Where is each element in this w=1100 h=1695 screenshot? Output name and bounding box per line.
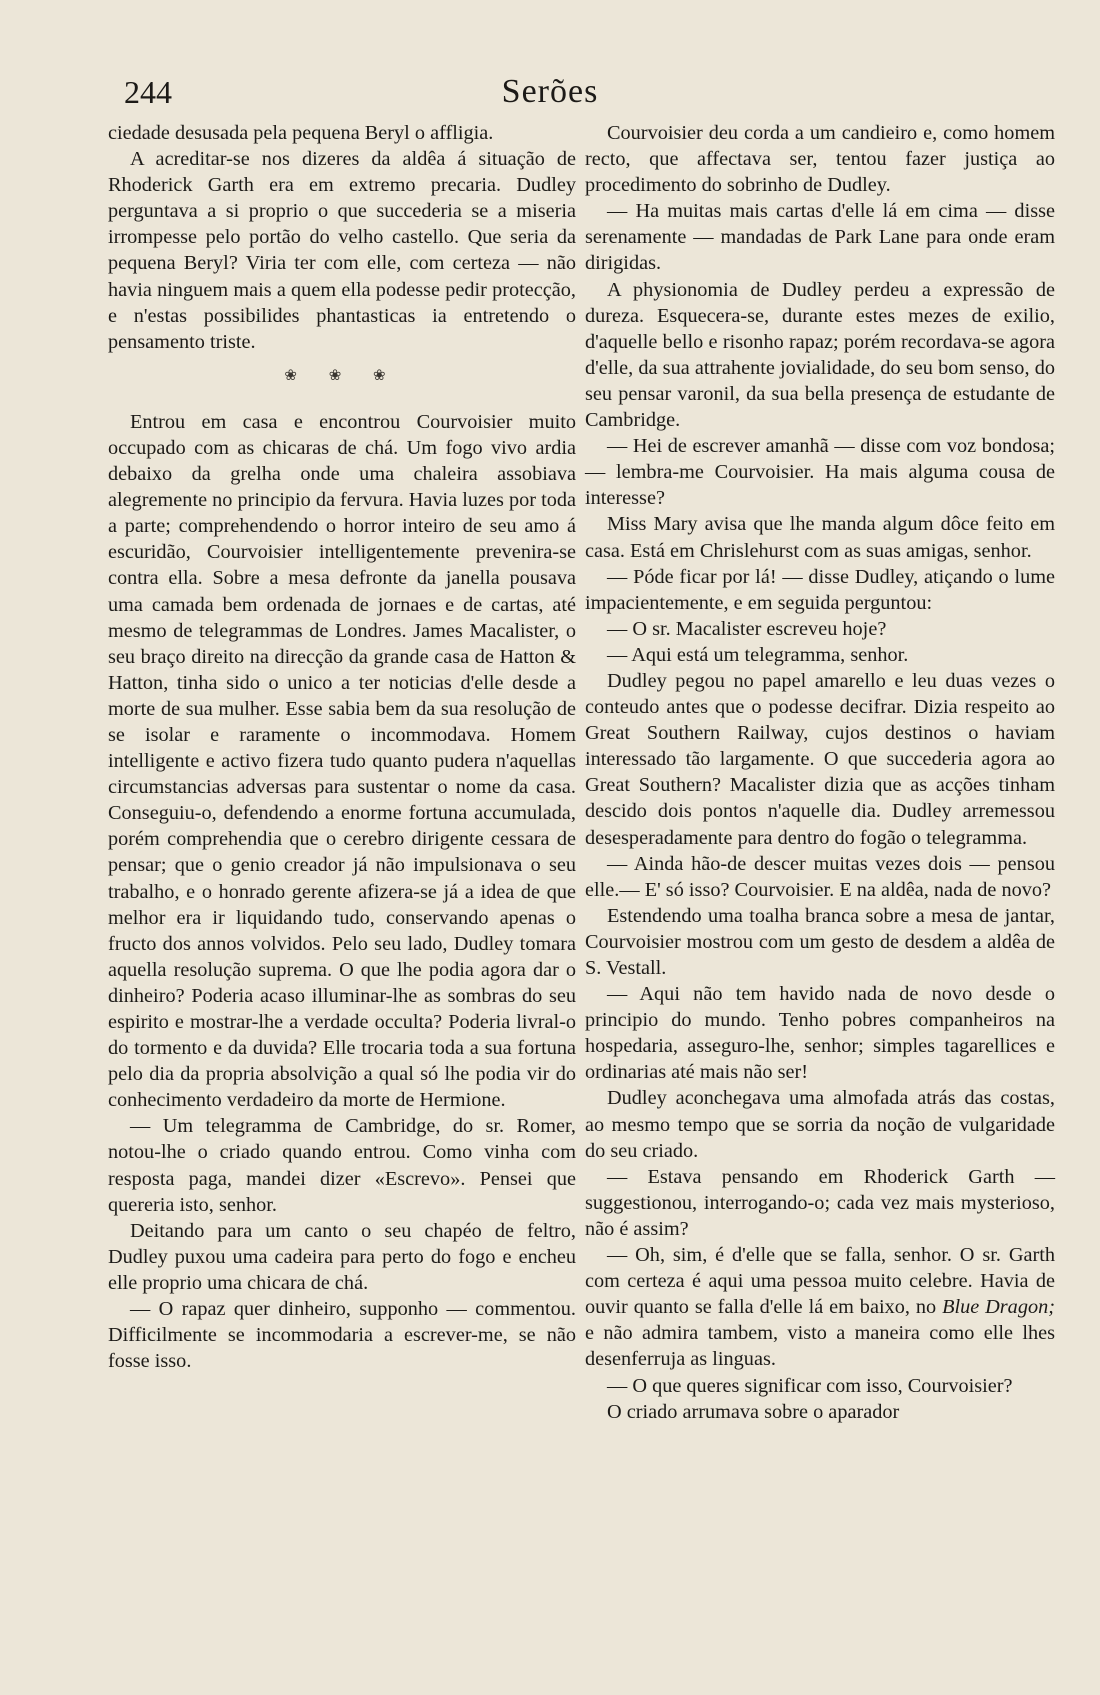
text-run: — Oh, sim, é d'elle que se falla, senhor. O sr. Garth com certeza é aqui uma pessoa muito celebre. Havia de ouvir quanto se falla d'elle lá em baixo, no (585, 1244, 1055, 1319)
paragraph: — O sr. Macalister escreveu hoje? (607, 617, 887, 640)
paragraph: — Aqui não tem havido nada de novo desde o principio do mundo. Tenho pobres companheiros na hospedaria, asseguro-lhe, senhor; simples tagarellices e ordinarias até mais não ser! (585, 983, 1055, 1084)
paragraph: Miss Mary avisa que lhe manda algum dôce feito em casa. Está em Chrislehurst com as suas amigas, senhor. (585, 513, 1055, 562)
left-column (108, 120, 576, 1374)
page-header (0, 72, 1100, 112)
paragraph: — O rapaz quer dinheiro, supponho — commentou. Difficilmente se incommodaria a escrever-me, se não fosse isso. (108, 1298, 576, 1373)
paragraph: O criado arrumava sobre o aparador (607, 1400, 900, 1423)
paragraph: Dudley aconchegava uma almofada atrás das costas, ao mesmo tempo que se sorria da noção de vulgaridade do seu criado. (585, 1087, 1055, 1162)
paragraph: ciedade desusada pela pequena Beryl o affligia. (108, 122, 494, 144)
paragraph: — Ainda hão-de descer muitas vezes dois — pensou elle.— E' só isso? Courvoisier. E na aldêa, nada de novo? (585, 852, 1055, 901)
paragraph: — Ha muitas mais cartas d'elle lá em cima — disse serenamente — mandadas de Park Lane para onde eram dirigidas. (585, 200, 1055, 275)
paragraph: — Um telegramma de Cambridge, do sr. Romer, notou-lhe o criado quando entrou. Como vinha com resposta paga, mandei dizer «Escrevo». Pensei que quereria isto, senhor. (108, 1115, 576, 1216)
running-title: Serões (501, 73, 599, 110)
italic-title: Blue Dragon; (942, 1296, 1055, 1319)
paragraph: — Póde ficar por lá! — disse Dudley, atiçando o lume impacientemente, e em seguida perguntou: (585, 565, 1055, 614)
paragraph: — Estava pensando em Rhoderick Garth — suggestionou, interrogando-o; cada vez mais mysterioso, não é assim? (585, 1165, 1055, 1240)
section-ornament: ❀ ❀ ❀ (284, 367, 400, 384)
paragraph: — Aqui está um telegramma, senhor. (607, 643, 909, 666)
paragraph: A acreditar-se nos dizeres da aldêa á situação de Rhoderick Garth era em extremo precaria. Dudley perguntava a si proprio o que succederia se a miseria irrompesse pelo portão do velho castello. Que seria da pequena Beryl? Viria ter com elle, com certeza — não havia ninguem mais a quem ella podesse pedir protecção, e n'estas possibilides phantasticas ia entretendo o pensamento triste. (108, 148, 576, 353)
paragraph: — O que queres significar com isso, Courvoisier? (607, 1374, 1013, 1397)
text-run: e não admira tambem, visto a maneira como elle lhes desenferruja as linguas. (585, 1322, 1055, 1371)
paragraph: — Hei de escrever amanhã — disse com voz bondosa; — lembra-me Courvoisier. Ha mais alguma cousa de interesse? (585, 435, 1055, 510)
page-number: 244 (124, 74, 172, 110)
paragraph: Dudley pegou no papel amarello e leu duas vezes o conteudo antes que o podesse decifrar. Dizia respeito ao Great Southern Railway, cujos destinos o haviam interessado tão largamente. O que succederia agora ao Great Southern? Macalister dizia que as acções tinham descido dois pontos n'aquelle dia. Dudley arremessou desesperadamente para dentro do fogão o telegramma. (585, 669, 1055, 849)
right-column (585, 120, 1055, 1425)
paragraph (585, 1242, 1055, 1372)
paragraph: Deitando para um canto o seu chapéo de feltro, Dudley puxou uma cadeira para perto do fogo e encheu elle proprio uma chicara de chá. (108, 1219, 576, 1294)
paragraph: A physionomia de Dudley perdeu a expressão de dureza. Esquecera-se, durante estes mezes de exilio, d'aquelle bello e risonho rapaz; porém recordava-se agora d'elle, da sua attrahente jovialidade, do seu bom senso, do seu pensar varonil, da sua bella presença de estudante de Cambridge. (585, 278, 1055, 432)
paragraph: Courvoisier deu corda a um candieiro e, como homem recto, que affectava ser, tentou fazer justiça ao procedimento do sobrinho de Dudley. (585, 122, 1055, 197)
paragraph: Estendendo uma toalha branca sobre a mesa de jantar, Courvoisier mostrou com um gesto de desdem a aldêa de S. Vestall. (585, 904, 1055, 979)
paragraph: Entrou em casa e encontrou Courvoisier muito occupado com as chicaras de chá. Um fogo vivo ardia debaixo da grelha onde uma chaleira assobiava alegremente no principio da fervura. Havia luzes por toda a parte; comprehendendo o horror inteiro de seu amo á escuridão, Courvoisier intelligentemente prevenira-se contra ella. Sobre a mesa defronte da janella pousava uma camada bem ordenada de jornaes e de cartas, até mesmo de telegrammas de Londres. James Macalister, o seu braço direito na direcção da grande casa de Hatton & Hatton, tinha sido o unico a ter noticias d'elle desde a morte de sua mulher. Esse sabia bem da sua resolução de se isolar e raramente o incommodava. Homem intelligente e activo fizera tudo quanto pudera n'aquellas circumstancias adversas para sustentar o nome da casa. Conseguiu-o, defendendo a enorme fortuna accumulada, porém comprehendia que o cerebro dirigente cessara de pensar; que o genio creador já não impulsionava o seu trabalho, e o honrado gerente afizera-se já a idea de que melhor era ir liquidando tudo, conservando apenas o fructo dos annos volvidos. Pelo seu lado, Dudley tomara aquella resolução suprema. O que lhe podia agora dar o dinheiro? Poderia acaso illuminar-lhe as sombras do seu espirito e mostrar-lhe a verdade occulta? Poderia livral-o do tormento e da duvida? Elle trocaria toda a sua fortuna pelo dia da propria absolvição a qual só lhe podia vir do conhecimento verdadeiro da morte de Hermione. (108, 410, 576, 1112)
